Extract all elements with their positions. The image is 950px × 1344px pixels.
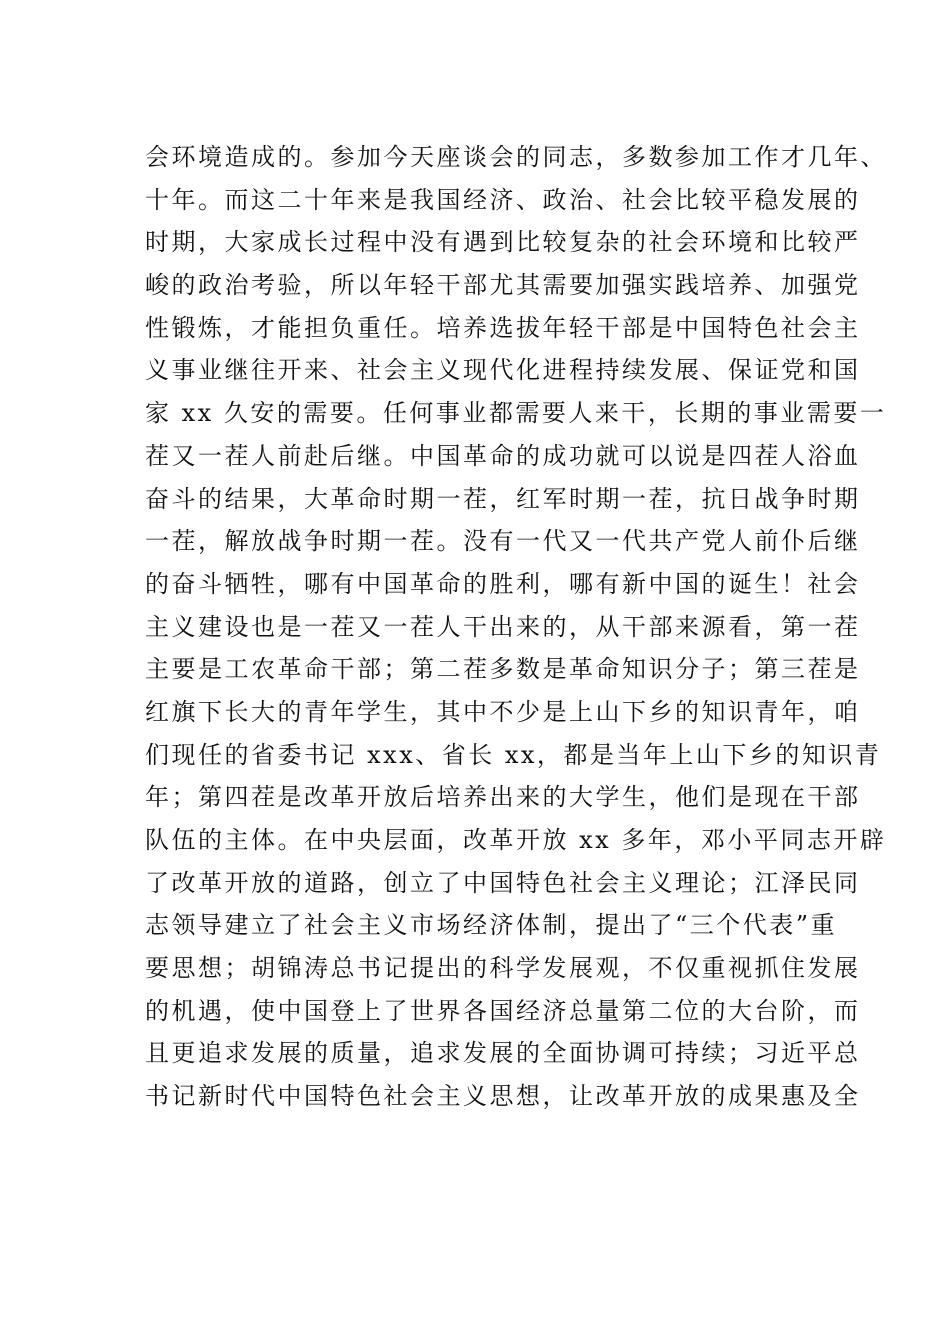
text-line-1: 会环境造成的。参加今天座谈会的同志，多数参加工作才几年、 [145,143,887,171]
text-line-11: 的奋斗牺牲，哪有中国革命的胜利，哪有新中国的诞生！社会 [145,569,861,598]
text-line-3: 时期，大家成长过程中没有遇到比较复杂的社会环境和比较严 [145,228,861,257]
text-line-22: 且更追求发展的质量，追求发展的全面协调可持续；习近平总 [145,1039,861,1068]
text-line-13: 主要是工农革命干部；第二茬多数是革命知识分子；第三茬是 [145,655,861,684]
text-line-15: 们现任的省委书记 xxx、省长 xx，都是当年上山下乡的知识青 [145,740,882,769]
text-line-19: 志领导建立了社会主义市场经济体制，提出了“三个代表”重 [145,911,838,940]
text-line-2: 十年。而这二十年来是我国经济、政治、社会比较平稳发展的 [145,185,861,214]
text-line-17: 队伍的主体。在中央层面，改革开放 xx 多年，邓小平同志开辟 [145,826,887,854]
text-line-7: 家 xx 久安的需要。任何事业都需要人来干，长期的事业需要一 [145,399,887,428]
text-line-8: 茬又一茬人前赴后继。中国革命的成功就可以说是四茬人浴血 [145,441,861,470]
text-line-20: 要思想；胡锦涛总书记提出的科学发展观，不仅重视抓住发展 [145,954,861,983]
text-line-6: 义事业继往开来、社会主义现代化进程持续发展、保证党和国 [145,356,861,385]
text-line-21: 的机遇，使中国登上了世界各国经济总量第二位的大台阶，而 [145,996,861,1025]
text-line-4: 峻的政治考验，所以年轻干部尤其需要加强实践培养、加强党 [145,271,861,300]
text-line-9: 奋斗的结果，大革命时期一茬，红军时期一茬，抗日战争时期 [145,484,861,513]
text-line-14: 红旗下长大的青年学生，其中不少是上山下乡的知识青年，咱 [145,697,861,726]
text-line-10: 一茬，解放战争时期一茬。没有一代又一代共产党人前仆后继 [145,527,861,556]
text-line-18: 了改革开放的道路，创立了中国特色社会主义理论；江泽民同 [145,868,861,897]
text-line-16: 年；第四茬是改革开放后培养出来的大学生，他们是现在干部 [145,783,861,812]
text-line-23: 书记新时代中国特色社会主义思想，让改革开放的成果惠及全 [145,1082,861,1111]
body-paragraph [145,136,887,1118]
text-line-12: 主义建设也是一茬又一茬人干出来的，从干部来源看，第一茬 [145,612,861,641]
text-line-5: 性锻炼，才能担负重任。培养选拔年轻干部是中国特色社会主 [145,313,861,342]
